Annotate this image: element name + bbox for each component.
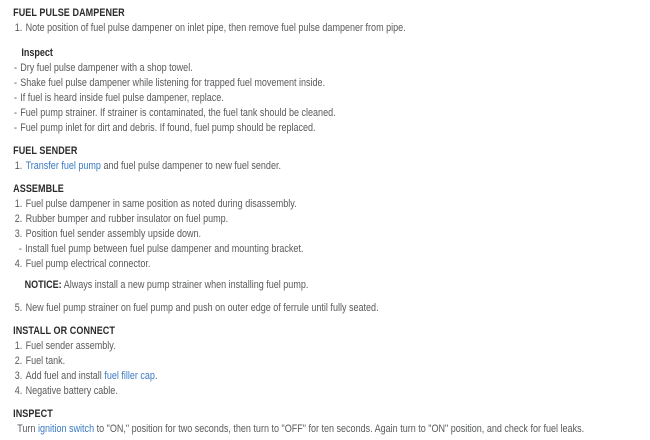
list-item-numbered xyxy=(15,197,650,212)
item-text xyxy=(20,91,224,106)
list-item-bullet xyxy=(14,61,650,76)
item-number: 2. xyxy=(14,355,23,367)
list-item-bullet xyxy=(14,106,650,121)
section-heading: ASSEMBLE xyxy=(13,183,64,195)
item-text xyxy=(17,422,584,437)
item-number: 3. xyxy=(14,228,23,240)
item-number: 4. xyxy=(14,385,23,397)
list-item-numbered xyxy=(15,339,650,354)
text-segment: If fuel is heard inside fuel pulse dampener, replace. xyxy=(20,92,224,104)
text-segment: Fuel pump strainer. If strainer is contaminated, the fuel tank should be cleaned. xyxy=(20,107,336,119)
item-text xyxy=(26,159,281,174)
item-text xyxy=(26,212,229,227)
section-fuel-sender xyxy=(13,144,650,174)
item-text xyxy=(62,278,309,293)
text-segment: to "ON," position for two seconds, then turn to "OFF" for ten seconds. Again turn to "ON" position, and check for fuel leaks. xyxy=(94,423,585,435)
text-segment: Fuel pump inlet for dirt and debris. If found, fuel pump should be replaced. xyxy=(20,122,316,134)
text-segment: Fuel tank. xyxy=(25,355,66,367)
text-segment: Always install a new pump strainer when installing fuel pump. xyxy=(61,279,309,291)
item-text xyxy=(26,21,406,36)
section-install-or-connect xyxy=(13,324,650,399)
list-item-numbered xyxy=(15,301,650,316)
item-number: 2. xyxy=(14,213,23,225)
bullet-dash-icon: - xyxy=(13,92,17,104)
text-segment: Negative battery cable. xyxy=(25,385,118,397)
text-segment: Fuel pulse dampener in same position as noted during disassembly. xyxy=(25,198,297,210)
text-segment: Dry fuel pulse dampener with a shop towel. xyxy=(20,62,193,74)
text-segment: Position fuel sender assembly upside down. xyxy=(25,228,202,240)
section-inspect xyxy=(13,407,650,437)
item-text xyxy=(25,242,303,257)
section-fuel-pulse-dampener xyxy=(13,6,650,136)
section-heading: FUEL SENDER xyxy=(13,145,78,157)
paragraph xyxy=(17,422,650,437)
list-item-numbered xyxy=(15,21,650,36)
item-text xyxy=(26,301,379,316)
text-segment: Fuel pump electrical connector. xyxy=(25,258,151,270)
item-text xyxy=(26,384,118,399)
list-item-numbered xyxy=(15,384,650,399)
text-segment: Rubber bumper and rubber insulator on fuel pump. xyxy=(25,213,229,225)
item-number: 1. xyxy=(14,22,23,34)
list-item-bullet xyxy=(14,76,650,91)
list-item-numbered xyxy=(15,257,650,272)
inline-link[interactable]: Transfer fuel pump xyxy=(25,160,101,172)
notice xyxy=(25,278,650,293)
text-segment: and fuel pulse dampener to new fuel sender. xyxy=(100,160,281,172)
list-item-numbered xyxy=(15,354,650,369)
text-segment: Shake fuel pulse dampener while listening for trapped fuel movement inside. xyxy=(20,77,326,89)
inline-link[interactable]: ignition switch xyxy=(37,423,95,435)
item-text xyxy=(26,227,201,242)
inspect-subheading: Inspect xyxy=(21,47,53,59)
text-segment: Install fuel pump between fuel pulse dampener and mounting bracket. xyxy=(25,243,304,255)
item-text xyxy=(20,61,192,76)
item-text xyxy=(26,339,116,354)
item-number: 3. xyxy=(14,370,23,382)
section-heading: FUEL PULSE DAMPENER xyxy=(13,7,125,19)
section-heading: INSTALL OR CONNECT xyxy=(13,325,115,337)
bullet-dash-icon: - xyxy=(13,62,17,74)
text-segment: New fuel pump strainer on fuel pump and push on outer edge of ferrule until fully seated. xyxy=(25,302,379,314)
item-number: 5. xyxy=(14,302,23,314)
text-segment: . xyxy=(154,370,158,382)
item-number: 1. xyxy=(14,198,23,210)
item-number: 4. xyxy=(14,258,23,270)
item-text xyxy=(26,369,158,384)
item-text xyxy=(26,257,151,272)
list-item-bullet xyxy=(14,91,650,106)
bullet-dash-icon: - xyxy=(13,107,17,119)
list-item-subbullet xyxy=(19,242,650,257)
item-text xyxy=(20,76,325,91)
list-item-numbered xyxy=(15,369,650,384)
item-text xyxy=(20,106,335,121)
notice-label: NOTICE: xyxy=(24,279,62,291)
bullet-dash-icon: - xyxy=(18,243,22,255)
text-segment: Note position of fuel pulse dampener on inlet pipe, then remove fuel pulse dampener from pipe. xyxy=(25,22,406,34)
text-segment: Fuel sender assembly. xyxy=(25,340,116,352)
bullet-dash-icon: - xyxy=(13,122,17,134)
section-heading: INSPECT xyxy=(13,408,53,420)
item-number: 1. xyxy=(14,160,23,172)
list-item-numbered xyxy=(15,159,650,174)
item-text xyxy=(26,354,66,369)
inline-link[interactable]: fuel filler cap xyxy=(104,370,155,382)
text-segment: Turn xyxy=(17,423,38,435)
list-item-bullet xyxy=(14,121,650,136)
text-segment: Add fuel and install xyxy=(25,370,105,382)
bullet-dash-icon: - xyxy=(13,77,17,89)
item-text xyxy=(20,121,315,136)
item-text xyxy=(26,197,297,212)
section-assemble xyxy=(13,182,650,316)
item-number: 1. xyxy=(14,340,23,352)
list-item-numbered xyxy=(15,227,650,242)
list-item-numbered xyxy=(15,212,650,227)
